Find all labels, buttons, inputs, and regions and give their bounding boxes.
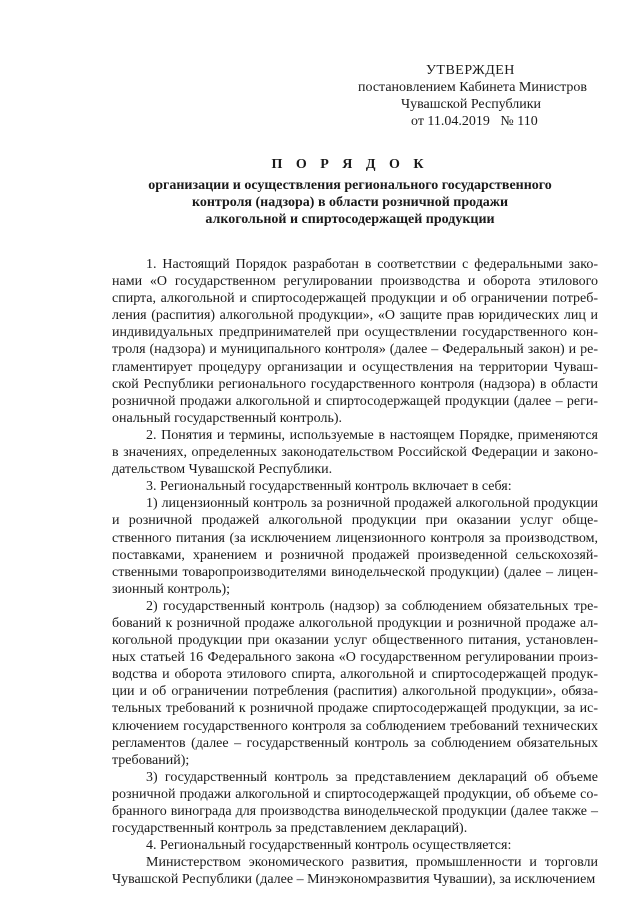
paragraph-1: 1. Настоящий Порядок разработан в соответствии с федеральными законами «О государственном регулировании производства и оборота этилового спирта, алкогольной и спиртосодержащей продукции и об ограничении потребления (распития) алкогольной продукции», «О защите прав юридических лиц и индивидуальных предпринимателей при осуществлении государственного контроля (надзора) и муниципального контроля» (далее – Федеральный закон) и регламентирует процедуру организации и осуществления на территории Чувашской Республики регионального государственного контроля (надзора) в области розничной продажи алкогольной и спиртосодержащей продукции (далее – региональный государственный контроль). [112, 257, 598, 426]
paragraph-4-continued: Министерством экономического развития, промышленности и торговли Чувашской Республики (далее – Минэкономразвития Чувашии), за исключением [112, 855, 598, 888]
paragraph-2: 2. Понятия и термины, используемые в настоящем Порядке, применяются в значениях, определенных законодательством Российской Федерации и законодательством Чувашской Республики. [112, 427, 598, 478]
document-title-block [100, 156, 600, 228]
document-subtitle-line-3: алкогольной и спиртосодержащей продукции [205, 212, 495, 227]
paragraph-3-item-1: 1) лицензионный контроль за розничной продажей алкогольной продукции и розничной продажей алкогольной продукции при оказании услуг общественного питания (за исключением лицензионного контроля за производством, поставками, хранением и розничной продажей произведенной сельскохозяйственными товаропроизводителями винодельческой продукции) (далее – лицензионный контроль); [112, 496, 598, 597]
paragraph-3: 3. Региональный государственный контроль включает в себя: [146, 479, 512, 495]
approval-region: Чувашской Республики [401, 97, 542, 112]
paragraph-3-item-3: 3) государственный контроль за представлением деклараций об объеме розничной продажи алкогольной и спиртосодержащей продукции, об объеме собранного винограда для производства винодельческой продукции (далее также – государственный контроль за представлением деклараций). [112, 769, 598, 837]
document-title: П О Р Я Д О К [271, 157, 429, 172]
approval-title: УТВЕРЖДЕН [426, 63, 515, 78]
document-subtitle-line-1: организации и осуществления регионального государственного [148, 178, 552, 193]
approval-stamp [358, 62, 598, 130]
paragraph-3-item-2: 2) государственный контроль (надзор) за соблюдением обязательных требований к розничной продаже алкогольной продукции и розничной продаже алкогольной продукции при оказании услуг общественного питания, установленных статьей 16 Федерального закона «О государственном регулировании производства и оборота этилового спирта, алкогольной и спиртосодержащей продукции и об ограничении потребления (распития) алкогольной продукции», обязательных требований к розничной продаже спиртосодержащей продукции, за исключением государственного контроля за соблюдением требований технических регламентов (далее – государственный контроль за соблюдением обязательных требований); [112, 598, 598, 768]
paragraph-4: 4. Региональный государственный контроль осуществляется: [146, 838, 512, 854]
document-subtitle-line-2: контроля (надзора) в области розничной продажи [191, 195, 509, 210]
document-body [112, 256, 598, 888]
approval-issuer: постановлением Кабинета Министров [358, 80, 587, 95]
approval-date-number: от 11.04.2019 № 110 [411, 114, 538, 129]
